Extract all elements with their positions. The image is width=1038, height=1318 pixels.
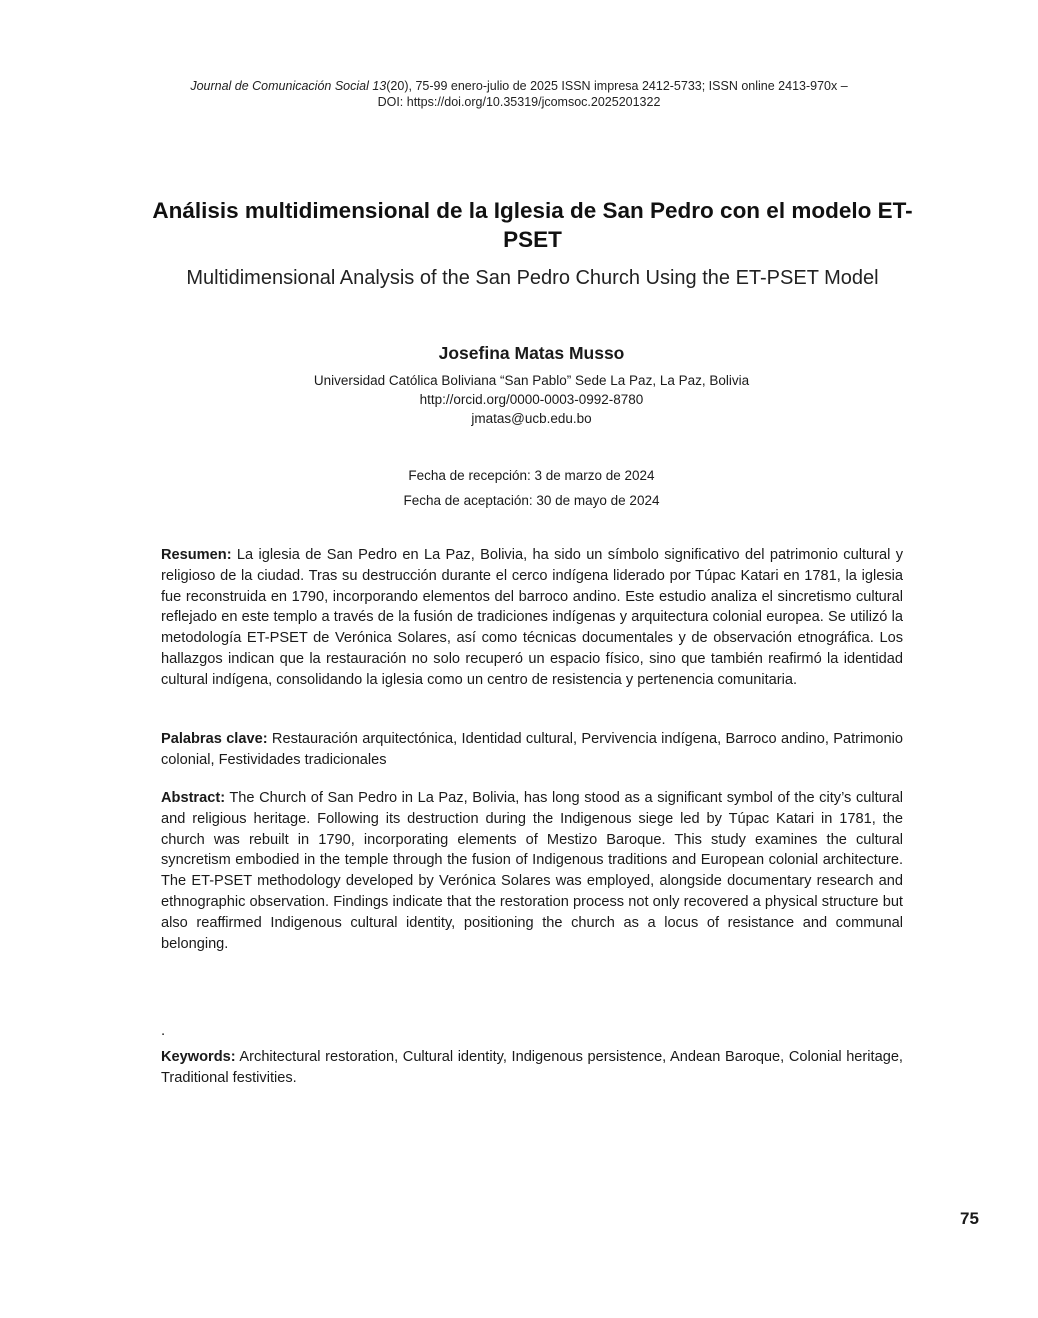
- abstract-text: The Church of San Pedro in La Paz, Bolivia, has long stood as a significant symbol of the city’s cultural and religious heritage. Following its destruction during the Indigenous siege led by Túpac Katari in 1781, the church was rebuilt in 1790, incorporating elements of Mestizo Baroque. This study examines the cultural syncretism embodied in the temple through the fusion of Indigenous traditions and European colonial architecture. The ET-PSET methodology developed by Verónica Solares was employed, alongside documentary research and ethnographic observation. Findings indicate that the restoration process not only recovered a physical structure but also reaffirmed Indigenous cultural identity, positioning the church as a locus of resistance and communal belonging.: [161, 790, 903, 952]
- palabras-clave-text: Restauración arquitectónica, Identidad cultural, Pervivencia indígena, Barroco andino, Patrimonio colonial, Festividades tradicionales: [161, 731, 903, 768]
- journal-name: Journal de Comunicación Social 13: [190, 79, 387, 93]
- keywords-text: Architectural restoration, Cultural identity, Indigenous persistence, Andean Baroque, Colonial heritage, Traditional festivities.: [161, 1049, 903, 1086]
- journal-doi: DOI: https://doi.org/10.35319/jcomsoc.2025201322: [377, 95, 661, 109]
- palabras-clave-paragraph: [161, 729, 903, 771]
- resumen-label: Resumen:: [161, 547, 232, 563]
- resumen-text: La iglesia de San Pedro en La Paz, Bolivia, ha sido un símbolo significativo del patrimonio cultural y religioso de la ciudad. Tras su destrucción durante el cerco indígena liderado por Túpac Katari en 1781, la iglesia fue reconstruida en 1790, incorporando elementos del barroco andino. Este estudio analiza el sincretismo cultural reflejado en este templo a través de la fusión de tradiciones indígenas y arquitectura colonial europea. Se utilizó la metodología ET-PSET de Verónica Solares, así como técnicas documentales y de observación etnográfica. Los hallazgos indican que la restauración no solo recuperó un espacio físico, sino que también reafirmó la identidad cultural indígena, consolidando la iglesia como un centro de resistencia y pertenencia comunitaria.: [161, 547, 903, 688]
- abstract-label: Abstract:: [161, 790, 226, 806]
- palabras-clave-label: Palabras clave:: [161, 731, 268, 747]
- author-name: Josefina Matas Musso: [438, 343, 625, 363]
- author-affiliation: Universidad Católica Boliviana “San Pablo” Sede La Paz, La Paz, Bolivia: [313, 373, 750, 388]
- dates-block: [0, 463, 1038, 513]
- title-spanish: Análisis multidimensional de la Iglesia de San Pedro con el modelo ET-PSET: [152, 198, 913, 252]
- stray-dot: .: [161, 1022, 166, 1039]
- resumen-paragraph: [161, 545, 903, 691]
- author-info: [0, 371, 1038, 428]
- author-email: jmatas@ucb.edu.bo: [471, 411, 592, 426]
- journal-header: [0, 78, 1038, 110]
- date-accepted: Fecha de aceptación: 30 de mayo de 2024: [403, 493, 660, 508]
- journal-citation: [0, 78, 1038, 94]
- date-received: Fecha de recepción: 3 de marzo de 2024: [408, 468, 655, 483]
- keywords-paragraph: [161, 1047, 903, 1089]
- author-orcid: http://orcid.org/0000-0003-0992-8780: [419, 392, 644, 407]
- keywords-label: Keywords:: [161, 1049, 236, 1065]
- title-english: Multidimensional Analysis of the San Pedro Church Using the ET-PSET Model: [186, 267, 879, 289]
- page-number: 75: [960, 1209, 979, 1228]
- abstract-paragraph: [161, 788, 903, 954]
- journal-details: (20), 75-99 enero-julio de 2025 ISSN impresa 2412-5733; ISSN online 2413-970x –: [386, 79, 848, 93]
